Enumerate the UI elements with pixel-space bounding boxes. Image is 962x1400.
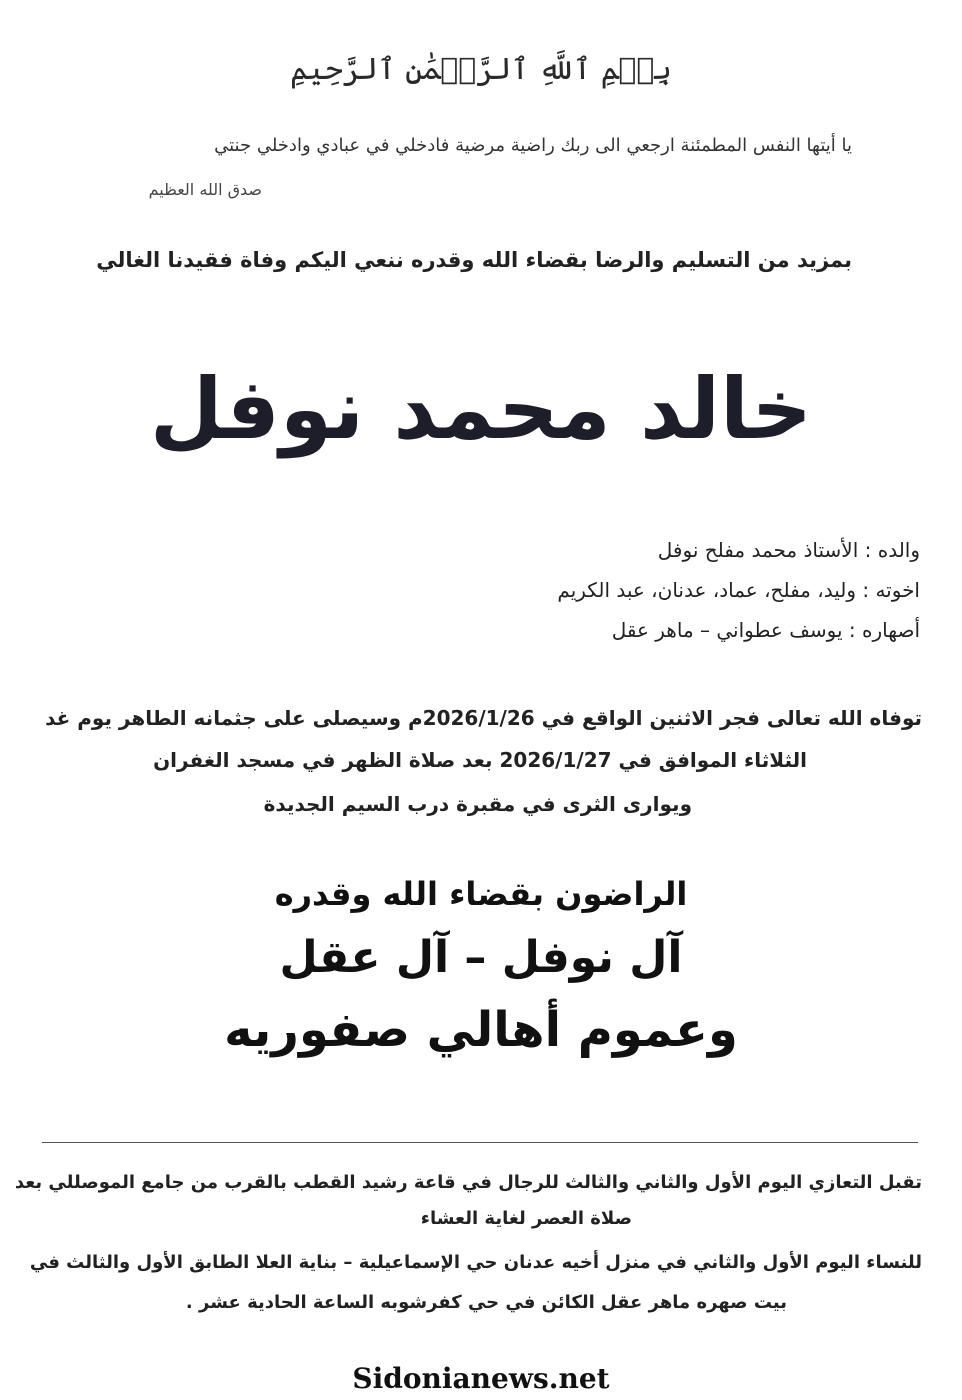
condolences-line-1: تقبل التعازي اليوم الأول والثاني والثالث للرجال في قاعة رشيد القطب بالقرب من جامع الموصللي بعد <box>14 1172 922 1193</box>
source-watermark: Sidonianews.net <box>352 1362 610 1395</box>
divider-line <box>42 1142 918 1143</box>
death-notice-line-1: توفاه الله تعالى فجر الاثنين الواقع في 2026/1/26م وسيصلى على جثمانه الطاهر يوم غد <box>45 706 922 730</box>
mourners-town: وعموم أهالي صفوريه <box>224 1002 738 1058</box>
condolences-line-3: للنساء اليوم الأول والثاني في منزل أخيه عدنان حي الإسماعيلية – بناية العلا الطابق الأول والثالث في <box>29 1252 922 1273</box>
quran-verse: يا أيتها النفس المطمئنة ارجعي الى ربك راضية مرضية فادخلي في عبادي وادخلي جنتي <box>214 135 852 156</box>
in-laws-line: أصهاره : يوسف عطواني – ماهر عقل <box>611 618 920 642</box>
mourners-families: آل نوفل – آل عقل <box>279 932 683 983</box>
condolences-line-4: بيت صهره ماهر عقل الكائن في حي كفرشوبه الساعة الحادية عشر . <box>185 1292 787 1313</box>
father-line: والده : الأستاذ محمد مفلح نوفل <box>657 538 920 562</box>
intro-line: بمزيد من التسليم والرضا بقضاء الله وقدره ننعي اليكم وفاة فقيدنا الغالي <box>96 248 852 272</box>
basmala: بِسۡمِ ٱللَّهِ ٱلرَّحۡمَٰنِ ٱلرَّحِيمِ <box>290 52 672 87</box>
condolences-line-2: صلاة العصر لغاية العشاء <box>420 1208 632 1229</box>
death-notice-line-2: الثلاثاء الموافق في 2026/1/27 بعد صلاة الظهر في مسجد الغفران <box>153 748 807 772</box>
mourners-line-1: الراضون بقضاء الله وقدره <box>274 875 688 913</box>
deceased-name: خالد محمد نوفل <box>149 360 813 458</box>
death-notice-line-3: ويوارى الثرى في مقبرة درب السيم الجديدة <box>263 792 692 816</box>
brothers-line: اخوته : وليد، مفلح، عماد، عدنان، عبد الكريم <box>557 578 920 602</box>
sadaq-line: صدق الله العظيم <box>148 180 262 199</box>
